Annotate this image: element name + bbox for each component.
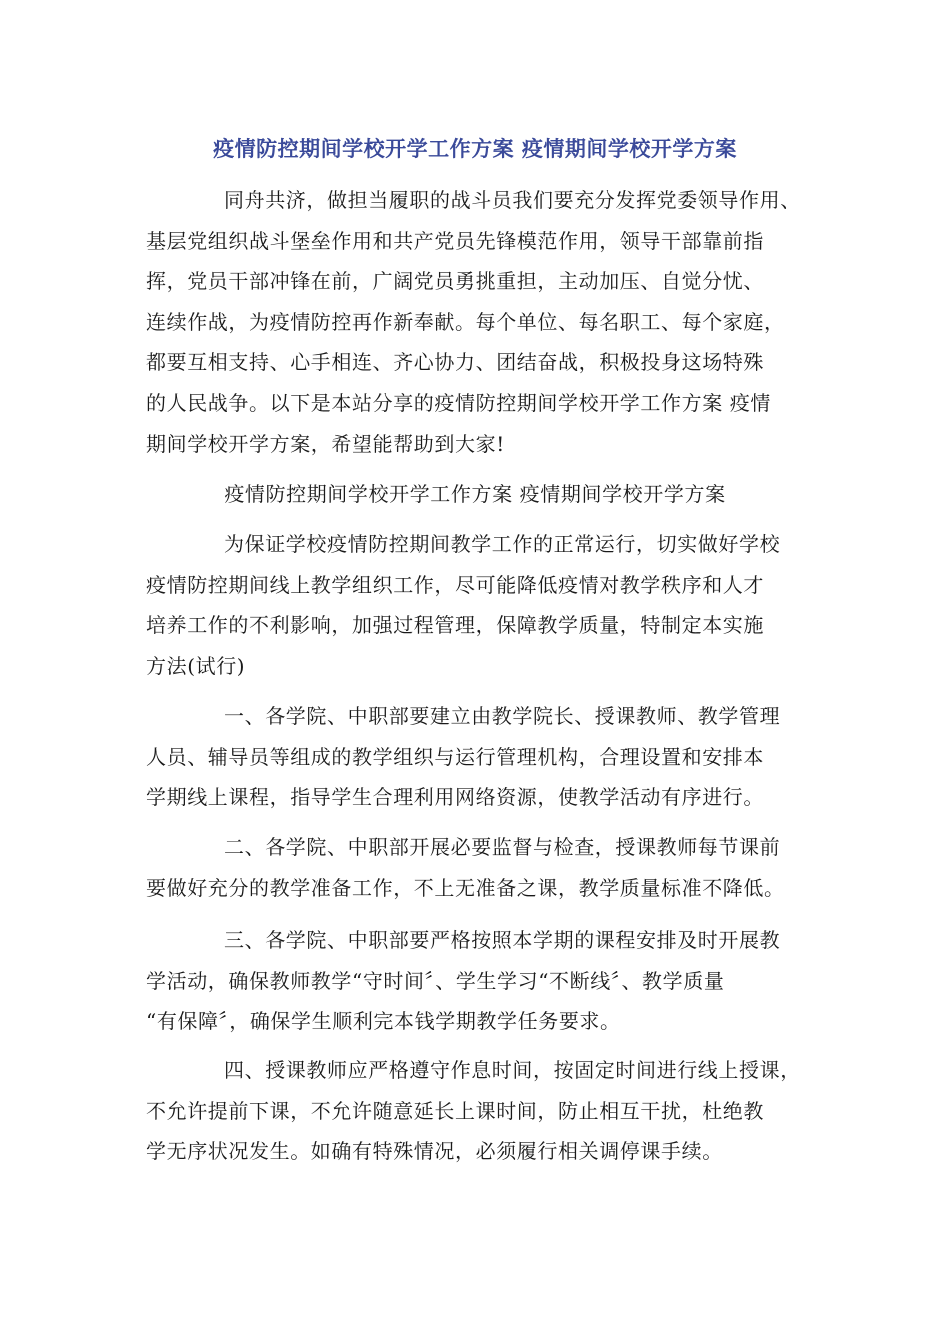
paragraph-line: 培养工作的不利影响，加强过程管理，保障教学质量，特制定本实施 xyxy=(146,613,764,638)
paragraph-line: 都要互相支持、心手相连、齐心协力、团结奋战，积极投身这场特殊 xyxy=(146,350,764,375)
section-subtitle: 疫情防控期间学校开学工作方案 疫情期间学校开学方案 xyxy=(224,482,726,506)
paragraph-line: 同舟共济，做担当履职的战斗员我们要充分发挥党委领导作用、 xyxy=(224,188,801,212)
paragraph-line: 三、各学院、中职部要严格按照本学期的课程安排及时开展教 xyxy=(224,928,781,952)
paragraph-line: 挥，党员干部冲锋在前，广阔党员勇挑重担，主动加压、自觉分忧、 xyxy=(146,269,764,294)
item-two-paragraph xyxy=(146,827,826,908)
paragraph-line: 疫情防控期间线上教学组织工作，尽可能降低疫情对教学秩序和人才 xyxy=(146,572,764,597)
paragraph-line: 学活动，确保教师教学“守时间〞、学生学习“不断线〞、教学质量 xyxy=(146,968,725,993)
paragraph-line: 期间学校开学方案，希望能帮助到大家! xyxy=(146,431,505,456)
paragraph-line: “有保障〞，确保学生顺利完本钱学期教学任务要求。 xyxy=(146,1009,621,1034)
document-title: 疫情防控期间学校开学工作方案 疫情期间学校开学方案 xyxy=(213,137,737,161)
paragraph-line: 学期线上课程，指导学生合理利用网络资源，使教学活动有序进行。 xyxy=(146,785,764,810)
paragraph-line: 方法(试行) xyxy=(146,653,246,678)
item-four-paragraph xyxy=(146,1050,826,1172)
intro-paragraph xyxy=(146,180,826,464)
paragraph-line: 连续作战，为疫情防控再作新奉献。每个单位、每名职工、每个家庭， xyxy=(146,309,785,334)
paragraph-line: 四、授课教师应严格遵守作息时间，按固定时间进行线上授课， xyxy=(224,1058,801,1082)
paragraph-line: 一、各学院、中职部要建立由教学院长、授课教师、教学管理 xyxy=(224,704,781,728)
paragraph-line: 人员、辅导员等组成的教学组织与运行管理机构，合理设置和安排本 xyxy=(146,744,764,769)
paragraph-line: 的人民战争。以下是本站分享的疫情防控期间学校开学工作方案 疫情 xyxy=(146,390,771,415)
paragraph-line: 要做好充分的教学准备工作，不上无准备之课，教学质量标准不降低。 xyxy=(146,875,785,900)
paragraph-line: 不允许提前下课，不允许随意延长上课时间，防止相互干扰，杜绝教 xyxy=(146,1098,764,1123)
paragraph-line: 二、各学院、中职部开展必要监督与检查，授课教师每节课前 xyxy=(224,835,781,859)
paragraph-line: 基层党组织战斗堡垒作用和共产党员先锋模范作用，领导干部靠前指 xyxy=(146,228,764,253)
purpose-paragraph xyxy=(146,524,826,686)
item-three-paragraph xyxy=(146,920,826,1042)
paragraph-line: 学无序状况发生。如确有特殊情况，必须履行相关调停课手续。 xyxy=(146,1139,723,1164)
paragraph-line: 为保证学校疫情防控期间教学工作的正常运行，切实做好学校 xyxy=(224,532,781,556)
item-one-paragraph xyxy=(146,696,826,818)
